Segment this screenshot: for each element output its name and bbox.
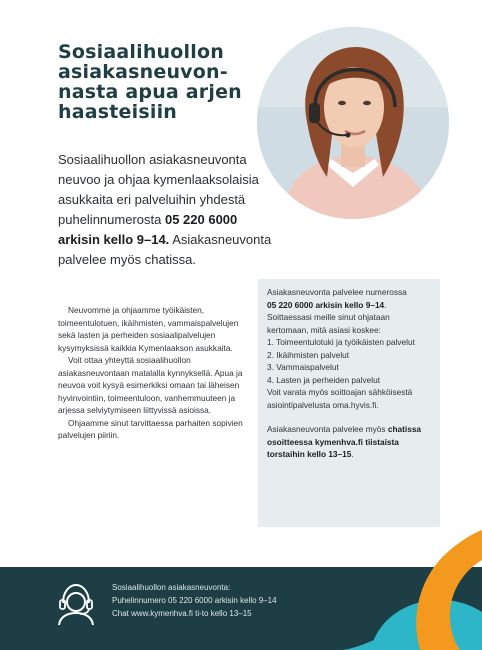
body-paragraph: Ohjaamme sinut tarvittaessa parhaiten sopivien palvelujen piiriin.	[58, 417, 243, 440]
footer-line: Chat www.kymenhva.fi ti-to kello 13–15	[112, 609, 252, 618]
footer-line: Sosiaalihuollon asiakasneuvonta:	[112, 583, 231, 592]
woman-with-headset-image	[257, 27, 449, 219]
footer-line: Puhelinnumero 05 220 6000 arkisin kello 9–14	[112, 596, 277, 605]
list-item: 3. Vammaispalvelut	[267, 362, 339, 372]
lead-text: Sosiaalihuollon asiakasneuvonta neuvoo ja ohjaa kymenlaaksolaisia asukkaita eri palveluihin yhdestä puhelinnumerosta	[58, 152, 259, 227]
headset-person-icon	[56, 583, 96, 627]
customer-service-photo	[257, 27, 449, 219]
list-item: 4. Lasten ja perheiden palvelut	[267, 374, 381, 385]
title-line: asiakasneuvon-	[58, 61, 228, 83]
info-box	[258, 279, 440, 527]
info-explain: Soittaessasi meille sinut ohjataan kertomaan, mitä asiasi koskee:	[267, 312, 390, 335]
lead-paragraph	[58, 150, 278, 270]
lead-text: Asiakasneuvonta palvelee myös chatissa.	[58, 232, 272, 267]
info-chat-intro: Asiakasneuvonta palvelee myös	[267, 424, 386, 434]
lead-phone: 05 220 6000 arkisin kello 9–14.	[58, 212, 238, 247]
title-line: nasta apua arjen	[58, 81, 242, 103]
list-item: 1. Toimeentulotuki ja työikäisten palvelut	[267, 337, 415, 347]
info-intro-text: Asiakasneuvonta palvelee numerossa	[267, 287, 407, 297]
body-paragraph: Voit ottaa yhteyttä sosiaalihuollon asiakasneuvontaan matalalla kynnyksellä. Apua ja neuvoa voit kysyä esimerkiksi omaan tai läheisen hyvinvointiin, toimeentuloon, vanhemmuuteen ja arjessa selviytymiseen liittyvissä asioissa.	[58, 355, 243, 415]
info-chat-details: chatissa osoitteessa kymenhva.fi tiistaista torstaihin kello 13–15	[267, 424, 422, 459]
body-text	[58, 304, 248, 442]
page-title	[58, 42, 258, 122]
info-chat-end: .	[351, 449, 354, 459]
title-line: Sosiaalihuollon	[58, 41, 224, 63]
body-paragraph: Neuvomme ja ohjaamme työikäisten, toimeentulotuen, ikäihmisten, vammaispalvelujen sekä lasten ja perheiden sosiaalipalvelujen kysymyksissä kaikkia Kymenlaakson asukkaita.	[58, 305, 239, 353]
decorative-wave-graphic	[300, 520, 482, 650]
info-phone-end: .	[384, 299, 387, 310]
info-intro	[267, 286, 431, 336]
info-booking: Voit varata myös soittoajan sähköisestä asiointipalvelusta oma.hyvis.fi.	[267, 387, 413, 410]
info-phone: 05 220 6000 arkisin kello 9–14	[267, 299, 385, 310]
info-chat	[267, 423, 431, 461]
title-line: haasteisiin	[58, 101, 178, 123]
service-list	[267, 336, 431, 386]
list-item: 2. Ikäihmisten palvelut	[267, 349, 350, 360]
